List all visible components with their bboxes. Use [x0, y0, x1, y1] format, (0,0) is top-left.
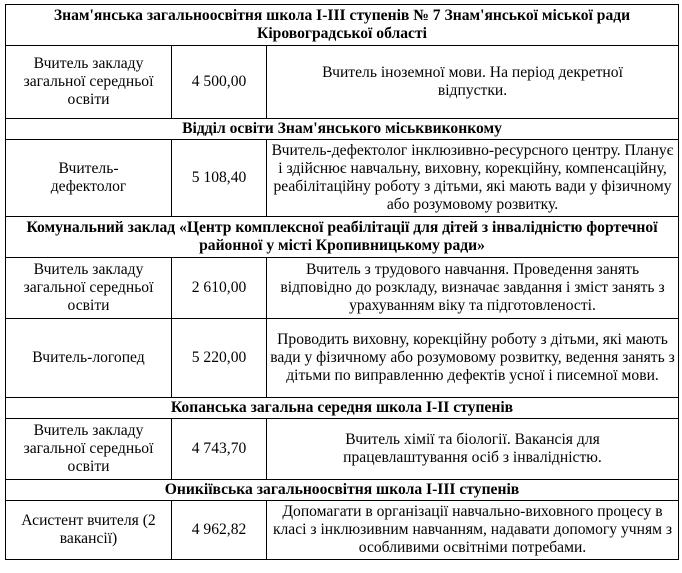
org-header-row — [6, 217, 679, 258]
table-row — [6, 501, 679, 560]
org-name: Відділ освіти Знам'янського міськвиконкому — [6, 119, 679, 140]
table-row — [6, 419, 679, 480]
org-name: Копанська загальна середня школа І-ІІ ступенів — [6, 398, 679, 419]
description-cell: Вчитель іноземної мови. На період декретної відпустки. — [267, 46, 679, 119]
position-cell: Вчитель-логопед — [6, 319, 172, 398]
salary-cell: 4 500,00 — [172, 46, 267, 119]
vacancies-table — [5, 4, 679, 560]
description-cell: Допомагати в організації навчально-виховного процесу в класі з інклюзивним навчанням, надавати допомогу учням з особливими освітніми потребами. — [267, 501, 679, 560]
description-cell: Вчитель-дефектолог інклюзивно-ресурсного центру. Планує і здійснює навчальну, виховну, корекційну, компенсаційну, реабілітаційну роботу з дітьми, які мають вади у фізичному або розумовому розвитку. — [267, 140, 679, 217]
org-name: Знам'янська загальноосвітня школа І-ІІІ ступенів № 7 Знам'янської міської ради Кіровоградської області — [6, 5, 679, 46]
table-row — [6, 140, 679, 217]
org-name: Оникіївська загальноосвітня школа І-ІІІ ступенів — [6, 480, 679, 501]
org-header-row — [6, 480, 679, 501]
table-row — [6, 258, 679, 319]
position-cell: Вчитель закладу загальної середньої освіти — [6, 258, 172, 319]
org-header-row — [6, 119, 679, 140]
salary-cell: 5 108,40 — [172, 140, 267, 217]
description-cell: Проводить виховну, корекційну роботу з дітьми, які мають вади у фізичному або розумовому розвитку, ведення занять з дітьми по виправленню дефектів усної і писемної мови. — [267, 319, 679, 398]
salary-cell: 5 220,00 — [172, 319, 267, 398]
org-header-row — [6, 5, 679, 46]
table-row — [6, 319, 679, 398]
position-cell: Асистент вчителя (2 вакансії) — [6, 501, 172, 560]
table-row — [6, 46, 679, 119]
salary-cell: 4 962,82 — [172, 501, 267, 560]
org-header-row — [6, 398, 679, 419]
salary-cell: 2 610,00 — [172, 258, 267, 319]
salary-cell: 4 743,70 — [172, 419, 267, 480]
description-cell: Вчитель хімії та біології. Вакансія для працевлаштування осіб з інвалідністю. — [267, 419, 679, 480]
position-cell: Вчитель-дефектолог — [6, 140, 172, 217]
org-name: Комунальний заклад «Центр комплексної реабілітації для дітей з інвалідністю фортечної районної у місті Кропивницькому ради» — [6, 217, 679, 258]
position-cell: Вчитель закладу загальної середньої освіти — [6, 419, 172, 480]
description-cell: Вчитель з трудового навчання. Проведення занять відповідно до розкладу, визначає завдання і зміст занять з урахуванням віку та підготовленості. — [267, 258, 679, 319]
position-cell: Вчитель закладу загальної середньої освіти — [6, 46, 172, 119]
